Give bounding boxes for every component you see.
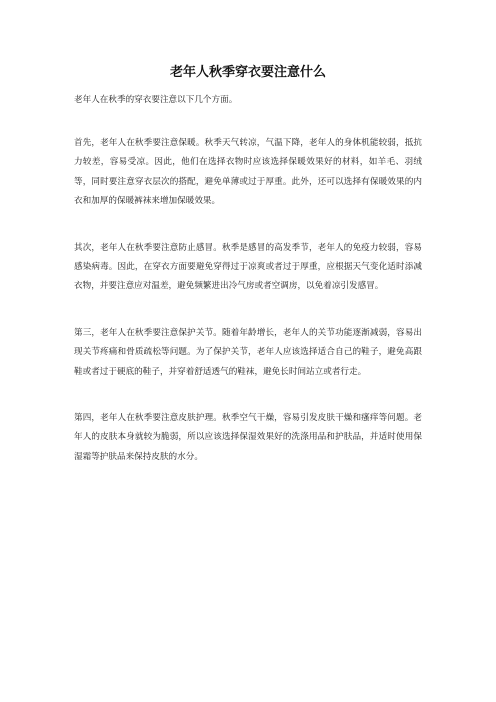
paragraph-1: 首先，老年人在秋季要注意保暖。秋季天气转凉，气温下降，老年人的身体机能较弱，抵抗力较差，容易受凉。因此，他们在选择衣物时应该选择保暖效果好的材料，如羊毛、羽绒等，同时要注意穿衣层次的搭配，避免单薄或过于厚重。此外，还可以选择有保暖效果的内衣和加厚的保暖裤袜来增加保暖效果。 [74, 138, 422, 207]
intro-paragraph: 老年人在秋季的穿衣要注意以下几个方面。 [74, 95, 238, 105]
paragraph-2: 其次，老年人在秋季要注意防止感冒。秋季是感冒的高发季节，老年人的免疫力较弱，容易感染病毒。因此，在穿衣方面要避免穿得过于凉爽或者过于厚重，应根据天气变化适时添减衣物，并要注意应对温差，避免频繁进出冷气房或者空调房，以免着凉引发感冒。 [74, 242, 422, 292]
paragraph-3: 第三，老年人在秋季要注意保护关节。随着年龄增长，老年人的关节功能逐渐减弱，容易出现关节疼痛和骨质疏松等问题。为了保护关节，老年人应该选择适合自己的鞋子，避免高跟鞋或者过于硬底的鞋子，并穿着舒适透气的鞋袜，避免长时间站立或者行走。 [74, 327, 422, 377]
paragraph-4: 第四，老年人在秋季要注意皮肤护理。秋季空气干燥，容易引发皮肤干燥和瘙痒等问题。老年人的皮肤本身就较为脆弱，所以应该选择保湿效果好的洗涤用品和护肤品，并适时使用保湿霜等护肤品来保持皮肤的水分。 [74, 413, 422, 462]
document-title: 老年人秋季穿衣要注意什么 [169, 65, 326, 80]
